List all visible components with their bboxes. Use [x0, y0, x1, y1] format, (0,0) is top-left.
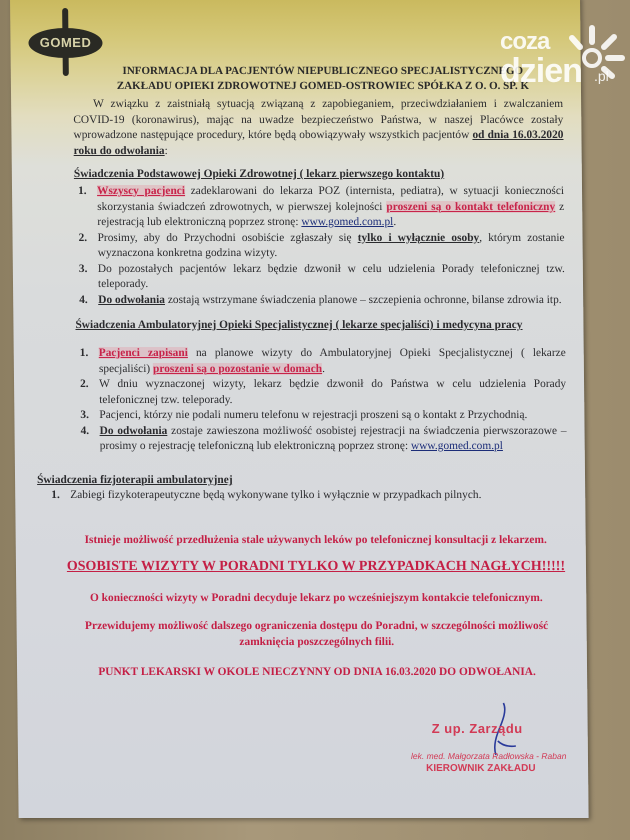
highlight-text: Pacjenci zapisani	[98, 347, 188, 359]
highlight-text: proszeni są o pozostanie w domach	[152, 362, 323, 375]
list-item: 1. Zabiegi fizykoterapeutyczne będą wykonywane tylko i wyłącznie w przypadkach pilnych.	[51, 489, 482, 501]
website-link[interactable]: www.gomed.com.pl	[301, 216, 394, 228]
section-list-poz	[74, 184, 565, 308]
watermark-suffix: .pl	[594, 68, 609, 84]
highlight-text: Wszyscy pacjenci	[96, 185, 186, 197]
stamp-line-3: KIEROWNIK ZAKŁADU	[426, 763, 536, 774]
notice-access-limits: Przewidujemy możliwość dalszego ograniczenia dostępu do Poradni, w szczególności możliwość zamknięcia poszczególnych filii.	[84, 620, 549, 648]
list-item: 1. Pacjenci zapisani na planowe wizyty do Ambulatoryjnej Opieki Specjalistycznej ( lekarze specjaliści) proszeni są o pozostanie w domach.	[79, 347, 566, 375]
list-item: 2. Prosimy, aby do Przychodni osobiście zgłaszały się tylko i wyłącznie osoby, którym zostanie wyznaczona konkretna godzina wizyty.	[78, 231, 565, 259]
document-title	[73, 64, 573, 94]
section-heading-poz: Świadczenia Podstawowej Opieki Zdrowotnej ( lekarz pierwszego kontaktu)	[73, 168, 445, 180]
section-heading-aos: Świadczenia Ambulatoryjnej Opieki Specjalistycznej ( lekarze specjaliści) i medycyna pracy	[75, 319, 523, 331]
website-link[interactable]: www.gomed.com.pl	[410, 440, 503, 452]
section-list-aos	[76, 346, 567, 455]
intro-paragraph: W związku z zaistniałą sytuacją związaną z zapobieganiem, przeciwdziałaniem i zwalczaniem COVID-19 (koronawirus), mając na uwadze bezpieczeństwo Państwa, w naszej Placówce zostały wprowadzone następujące procedury, które będą obowiązywały wszystkich pacjentów od dnia 16.03.2020 roku do odwołania:	[73, 98, 564, 157]
notice-document	[10, 0, 589, 818]
list-item: 2. W dniu wyznaczonej wizyty, lekarz będzie dzwonił do Państwa w celu udzielenia Porady telefonicznej tzw. teleporady.	[80, 378, 567, 406]
intro-text: W związku z zaistniałą sytuacją związaną z zapobieganiem, przeciwdziałaniem i zwalczaniem COVID-19 (koronawirus), mając na uwadze bezpieczeństwo Państwa, w naszej Placówce zostały wprowadzone następujące procedury, które będą obowiązywały wszystkich pacjentów	[73, 98, 564, 141]
list-item: 3. Pacjenci, którzy nie podali numeru telefonu w rejestracji proszeni są o kontakt z Przychodnią.	[80, 409, 528, 421]
logo-text: GOMED	[28, 28, 102, 58]
notice-prescriptions: Istnieje możliwość przedłużenia stale używanych leków po telefonicznej konsultacji z lekarzem.	[84, 534, 547, 546]
notice-okol-closed: PUNKT LEKARSKI W OKOLE NIECZYNNY OD DNIA 16.03.2020 DO ODWOŁANIA.	[98, 666, 536, 678]
highlight-text: proszeni są o kontakt telefoniczny	[386, 200, 556, 213]
list-item: 4. Do odwołania zostaje zawieszona możliwość osobistej rejestracji na świadczenia pierwszorazowe – prosimy o rejestrację telefoniczną lub elektroniczną poprzez stronę: www.gomed.com.pl	[80, 424, 567, 452]
notice-doctor-decides: O konieczności wizyty w Poradni decyduje lekarz po wcześniejszym kontakcie telefonicznym.	[89, 592, 543, 604]
watermark-line-1: coza	[500, 28, 550, 55]
section-heading-fizjoterapia: Świadczenia fizjoterapii ambulatoryjnej	[37, 474, 233, 486]
title-line-2: ZAKŁADU OPIEKI ZDROWOTNEJ GOMED-OSTROWIEC SPÓŁKA Z O. O. SP. K	[116, 80, 530, 92]
stamp-line-2: lek. med. Małgorzata Radłowska - Raban	[410, 751, 567, 761]
list-item: 1. Wszyscy pacjenci zadeklarowani do lekarza POZ (internista, pediatra), w sytuacji konieczności skorzystania świadczeń zdrowotnych, w pierwszej kolejności proszeni są o kontakt telefoniczny z rejestracją lub elektroniczną poprzez stronę: www.gomed.com.pl.	[77, 185, 565, 228]
notice-urgent-visits: OSOBISTE WIZYTY W PORADNI TYLKO W PRZYPADKACH NAGŁYCH!!!!!	[66, 559, 566, 574]
list-item: 4. Do odwołania zostają wstrzymane świadczenia planowe – szczepienia ochronne, bilanse zdrowia itp.	[79, 293, 562, 306]
intro-emphasis: od dnia 16.03.2020 roku do odwołania	[73, 129, 564, 157]
stamp-line-1: Z up. Zarządu	[431, 721, 523, 736]
cozadzien-watermark	[500, 20, 630, 100]
title-line-1: INFORMACJA DLA PACJENTÓW NIEPUBLICZNEGO SPECJALISTYCZNEGO	[122, 65, 524, 77]
section-list-fizjoterapia	[47, 488, 537, 504]
watermark-line-2: dzien	[500, 52, 582, 90]
list-item: 3. Do pozostałych pacjentów lekarz będzie dzwonił w celu udzielenia Porady telefonicznej tzw. teleporady.	[78, 262, 565, 290]
